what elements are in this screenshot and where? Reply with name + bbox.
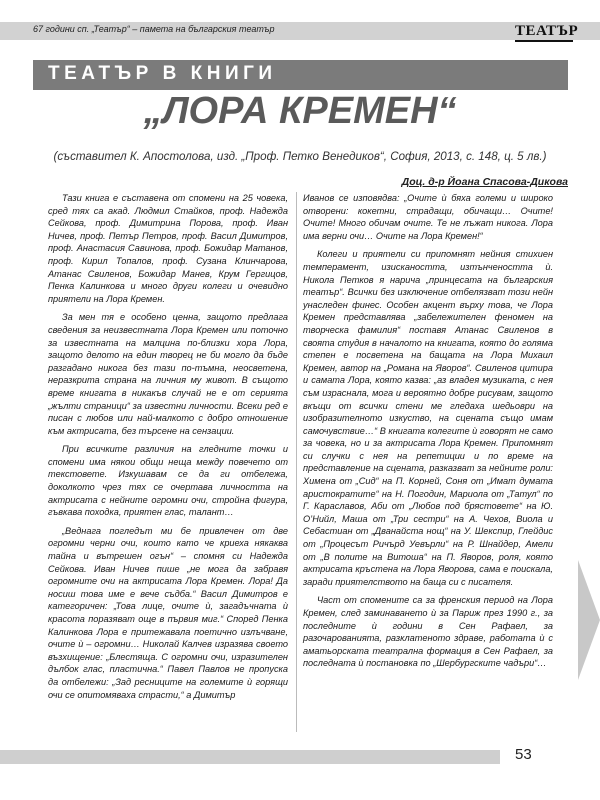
paragraph: Колеги и приятели си припомнят нейния стихиен темперамент, изискаността, изтънчеността ѝ. Никола Петков я нарича „принцесата на българския театър“. Всички без изключение отбелязват този нейн унаследен финес. Особен акцент върху това, че Лора Кремен представлява „забележителен феномен на творческа фамилия“ поставя Атанас Свиленов в своята студия в началото на книгата, която до голяма степен е посветена на бащата на Лора Михаил Кремен, автор на „Романа на Яворов“. Свиленов цитира и самата Лора, която казва: „аз владея музиката, с нея съм израснала, мога и вероятно добре рисувам, защото вкъщи от всички стени ме гледаха шедьоври на изобразителното изкуство, на сцената също имам самочувствие…“ В книгата колегите ѝ говорят не само за човека, но и за актрисата Лора Кремен. Припомнят си случки с нея на репетиции и по време на представление на сцената, разказват за нейните роли: Химена от „Сид“ на П. Корней, Соня от „Имат думата аристократите“ на Н. Погодин, Мариола от „Татул“ по Г. Караславов, Аби от „Любов под брястовете“ на Ю. О’Нийл, Маша от „Три сестри“ на А. Чехов, Виола и Себастиан от „Дванайста нощ“ на У. Шекспир, Глейдис от „Процесът Ричърд Уевърли“ на Р. Шнайдер, Амели от „В полите на Витоша“ на П. Яворов, роля, която актрисата кръстена на Лора Яворова, сама е поискала, заради приятелството на баща си с писателя. bbox=[303, 249, 553, 587]
left-column bbox=[48, 192, 288, 707]
section-title: ТЕАТЪР В КНИГИ bbox=[48, 63, 277, 84]
magazine-logo: ТЕАТЪР bbox=[515, 22, 573, 42]
paragraph: Част от спомените са за френския период на Лора Кремен, след заминаването ѝ за Париж през 1990 г., за последните ѝ години в Сен Рафаел, за разочарованията, разклатеното здраве, работата ѝ с аматьорската театрална формация в Сен Рафаел, за последната ѝ постановка по „Шербургските чадъри“… bbox=[303, 595, 553, 669]
running-title: 67 години сп. „Театър“ – памета на българския театър bbox=[33, 24, 275, 34]
column-divider bbox=[296, 192, 297, 732]
author-byline: Доц. д-р Йоана Спасова-Дикова bbox=[401, 176, 568, 188]
paragraph: Иванов се изповядва: „Очите ѝ бяха големи и широко отворени: кокетни, страдащи, обичащи… Очите! Очите! Много обичам очите. Те не лъжат никога. Лора има верни очи… Очите на Лора Кремен!“ bbox=[303, 193, 553, 241]
right-column bbox=[303, 192, 553, 676]
article-subtitle: (съставител К. Апостолова, изд. „Проф. Петко Венедиков“, София, 2013, с. 148, ц. 5 лв.) bbox=[53, 150, 547, 163]
page-arrow-icon bbox=[578, 560, 600, 680]
footer-bar bbox=[0, 750, 500, 764]
paragraph: При всичките различия на гледните точки и спомени има някои общи неща между повечето от текстовете. Изкушавам се да ги отбележа, доколкото чрез тях се очертава личността на актрисата с нейните огромни очи, стройна фигура, гъвкава походка, приятен глас, талант… bbox=[48, 444, 288, 518]
page-number: 53 bbox=[515, 746, 532, 763]
paragraph: За мен тя е особено ценна, защото предлага сведения за неизвестната Лора Кремен или поточно за известната на малцина по-близки хора Лора, защото делото на един творец не би могло да бъде разгадано никога без тази по-тъмна, неосветена, неразкрита страна на личния му живот. В същото време книгата в никакъв случай не е от серията „жълти страници“ за известни личности. Всеки ред е писан с любов или най-малкото с добро отношение към актрисата, без търсене на сензации. bbox=[48, 312, 288, 436]
article-title: „ЛОРА КРЕМЕН“ bbox=[143, 90, 457, 132]
paragraph: „Веднага погледът ми бе привлечен от две огромни черни очи, които като че криеха някаква тайна и вътрешен огън“ – спомня си Надежда Сейкова. Иван Ничев пише „не мога да забравя огромните очи на актрисата Лора Кремен. Лора! Да носиш това име е вече съдба.“ Васил Димитров е категоричен: „Това лице, очите ѝ, загадъчната ѝ красота поразяват още в първия миг.“ Според Пенка Калинкова Лора е притежавала поетично излъчване, очите ѝ – огромни… Николай Калчев изразява своето възхищение: „Блестяща. С огромни очи, изразителен дълбок глас, пластична.“ Павел Павлов не пропуска да отбележи: „Зад ресниците на големите ѝ горящи очи се опитомяваха страсти,“ а Димитър bbox=[48, 525, 288, 700]
paragraph: Тази книга е съставена от спомени на 25 човека, сред тях са акад. Людмил Стайков, проф. Надежда Сейкова, проф. Димитрина Порова, проф. Иван Ничев, проф. Петър Петров, проф. Васил Димитров, проф. Анастасия Савинова, проф. Божидар Матанов, проф. Кирил Топалов, проф. Сузана Клинчарова, Атанас Свиленов, Божидар Манев, Крум Гергицов, Пенка Калинкова и много други колеги и очевидно приятели на Лора Кремен. bbox=[48, 193, 288, 304]
